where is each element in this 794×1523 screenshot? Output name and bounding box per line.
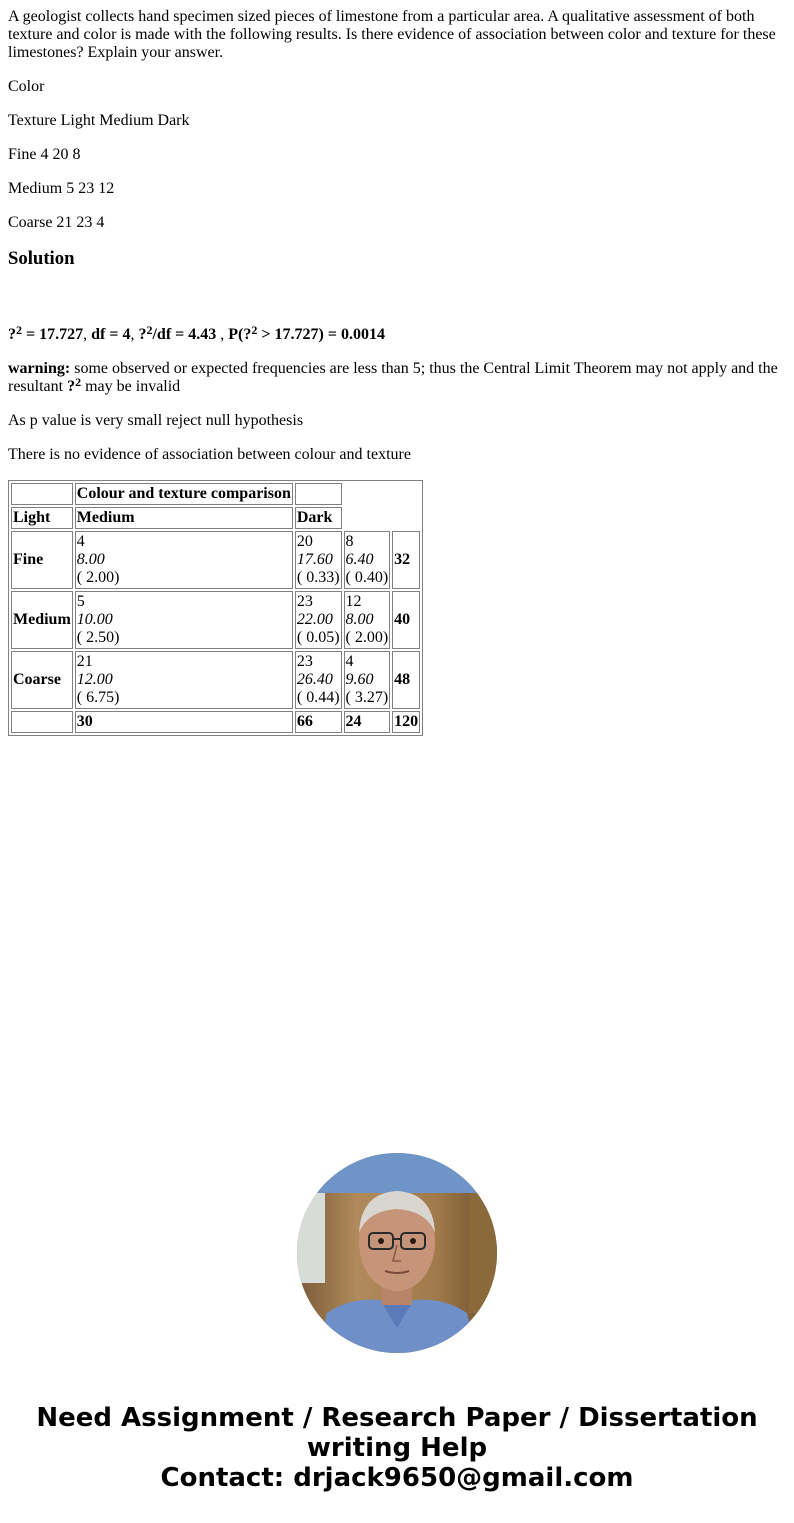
table-cell: 23 26.40 ( 0.44)	[295, 651, 342, 709]
header-light: Light	[11, 507, 73, 529]
warning-text: warning: some observed or expected frequencies are less than 5; thus the Central Limit Theorem may not apply and the resultant ?$^2$ may be invalid	[8, 360, 778, 395]
footer-line-2: writing Help	[306, 1433, 488, 1463]
question-line-medium: Medium 5 23 12	[8, 180, 115, 197]
table-title: Colour and texture comparison	[75, 483, 293, 505]
table-cell: 21 12.00 ( 6.75)	[75, 651, 293, 709]
table-cell: 20 17.60 ( 0.33)	[295, 531, 342, 589]
table-row	[11, 651, 420, 709]
row-total: 40	[392, 591, 420, 649]
table-header-row	[11, 507, 420, 529]
solution-heading: Solution	[8, 248, 75, 269]
table-totals-row	[11, 711, 420, 733]
row-total: 48	[392, 651, 420, 709]
spacer	[8, 288, 786, 326]
table-cell: 5 10.00 ( 2.50)	[75, 591, 293, 649]
header-dark: Dark	[295, 507, 342, 529]
question-text: A geologist collects hand specimen sized pieces of limestone from a particular area. A qualitative assessment of both texture and color is made with the following results. Is there evidence of association between color and texture for these limestones? Explain your answer.	[8, 8, 776, 61]
table-cell: 4 8.00 ( 2.00)	[75, 531, 293, 589]
page-content	[8, 8, 786, 736]
total-dark: 24	[344, 711, 391, 733]
question-line-header: Texture Light Medium Dark	[8, 112, 190, 129]
total-medium: 66	[295, 711, 342, 733]
grand-total: 120	[392, 711, 420, 733]
header-medium: Medium	[75, 507, 293, 529]
row-label: Coarse	[11, 651, 73, 709]
question-line-color: Color	[8, 78, 45, 95]
conclusion-association: There is no evidence of association between colour and texture	[8, 446, 411, 463]
footer-promo	[0, 1403, 794, 1493]
question-line-coarse: Coarse 21 23 4	[8, 214, 105, 231]
row-total: 32	[392, 531, 420, 589]
author-photo	[297, 1153, 497, 1353]
warning-label: warning:	[8, 360, 71, 377]
footer-line-1: Need Assignment / Research Paper / Dissertation	[36, 1403, 758, 1433]
conclusion-pvalue: As p value is very small reject null hypothesis	[8, 412, 304, 429]
stats-line: ?$^2$ = 17.727, df = 4, ?$^2$/df = 4.43 , P(?$^2$ > 17.727) = 0.0014	[8, 323, 385, 343]
row-label: Fine	[11, 531, 73, 589]
table-cell: 23 22.00 ( 0.05)	[295, 591, 342, 649]
avatar	[297, 1153, 497, 1353]
table-cell: 4 9.60 ( 3.27)	[344, 651, 391, 709]
table-row	[11, 591, 420, 649]
table-row	[11, 531, 420, 589]
table-cell: 12 8.00 ( 2.00)	[344, 591, 391, 649]
table-cell: 8 6.40 ( 0.40)	[344, 531, 391, 589]
row-label: Medium	[11, 591, 73, 649]
question-line-fine: Fine 4 20 8	[8, 146, 81, 163]
table-title-row	[11, 483, 420, 505]
total-light: 30	[75, 711, 293, 733]
footer-contact: Contact: drjack9650@gmail.com	[160, 1463, 634, 1493]
comparison-table	[8, 480, 423, 736]
